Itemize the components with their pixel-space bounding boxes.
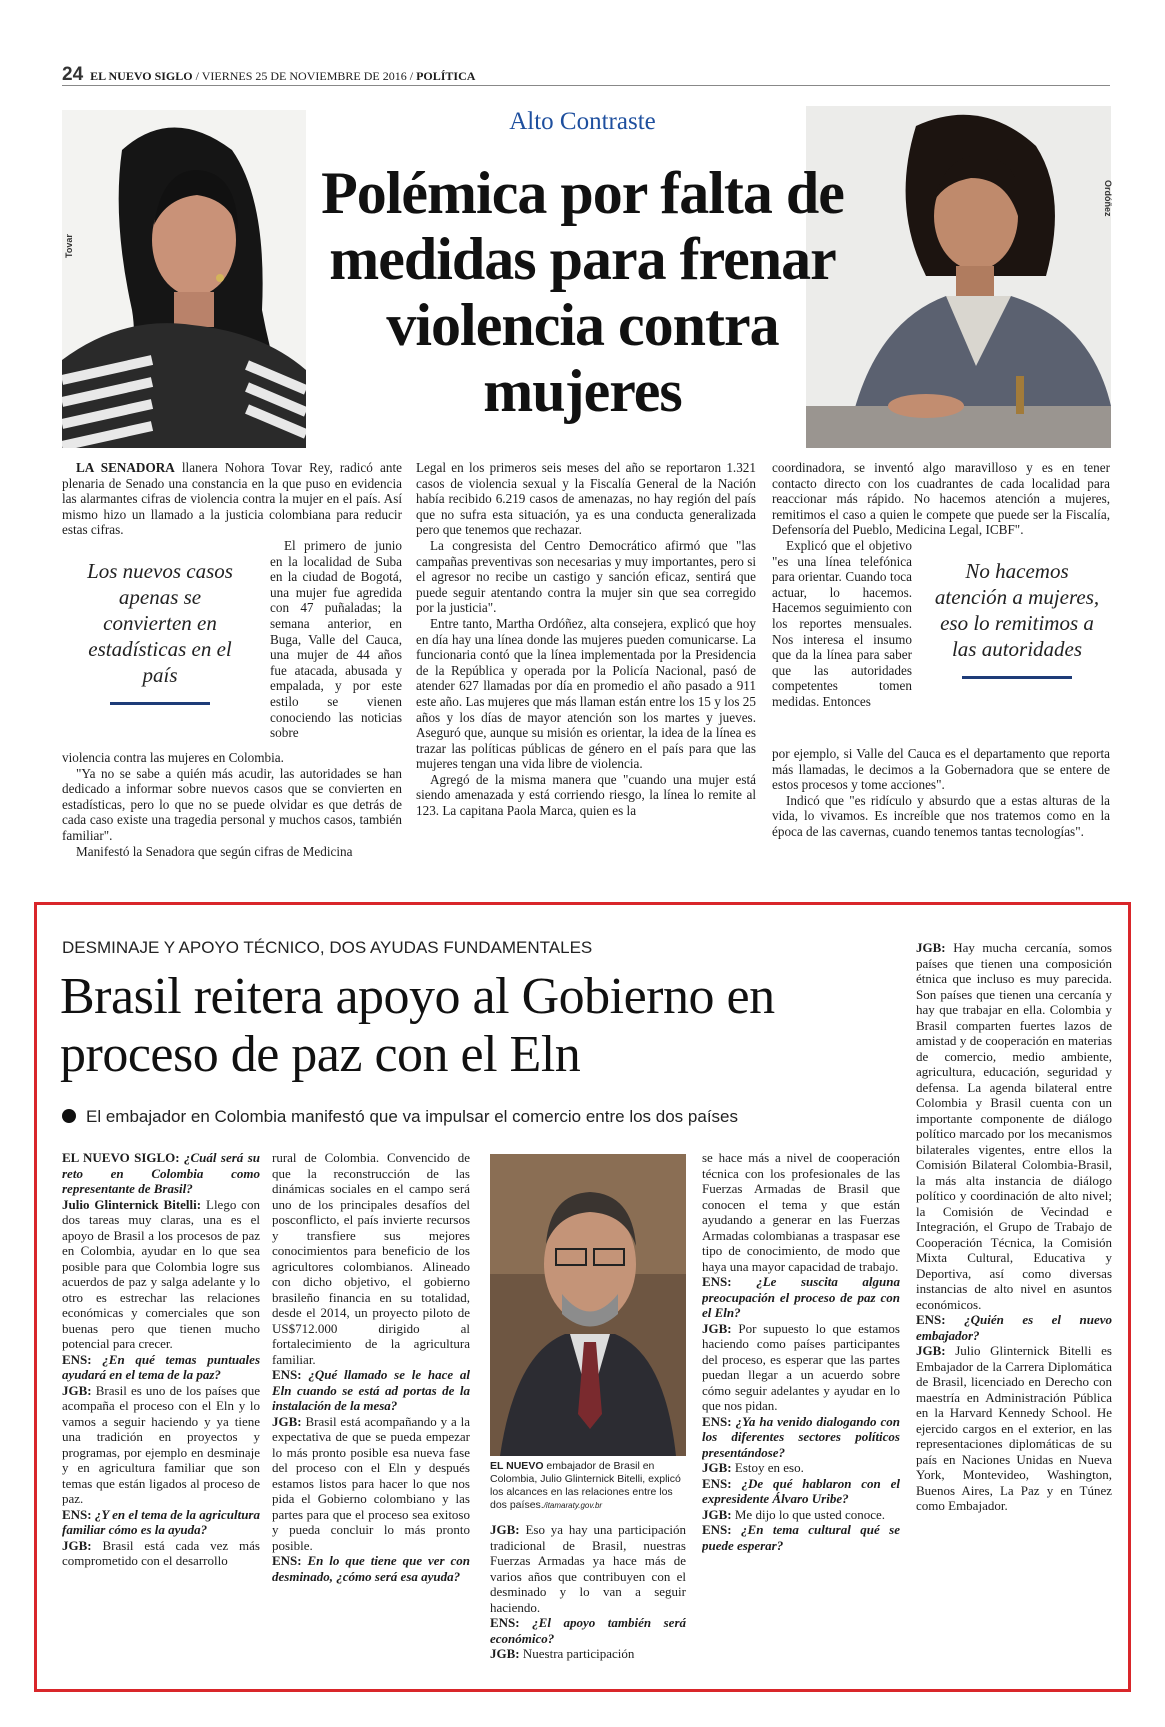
story1-col1-p2a: El primero de junio en la localidad de Suba en la ciudad de Bogotá, una mujer fue agredida con 47 puñaladas; la semana anterior, en Buga, Valle del Cauca, una mujer de 44 años fue atacada, abusada y empalada, y por este estilo se vienen conociendo las noticias sobre	[270, 537, 402, 741]
question-10: ¿En tema cultural qué se puede esperar?	[702, 1522, 900, 1553]
answer-9: Me dijo lo que usted conoce.	[734, 1506, 886, 1522]
caption-lead: EL NUEVO	[490, 1460, 544, 1472]
question-1: ¿Cuál será su reto en Colombia como representante de Brasil?	[62, 1150, 260, 1196]
q-label: ENS:	[702, 1522, 742, 1537]
story1-col1-p3: "Ya no se sabe a quién más acudir, las autoridades se han dedicado a informar sobre nuevos casos que se convierten en estadísticas, pero lo que no se puede olvidar es que detrás de cada caso existe una tragedia personal y muchos casos, también familiar".	[62, 765, 402, 843]
story2-column-2	[272, 1150, 470, 1680]
a-label: JGB:	[490, 1646, 523, 1661]
story2-kicker: DESMINAJE Y APOYO TÉCNICO, DOS AYUDAS FUNDAMENTALES	[62, 938, 593, 957]
photo-tovar-image	[62, 110, 306, 448]
story1-col2-p1: Legal en los primeros seis meses del año se reportaron 1.321 casos de violencia sexual y la Fiscalía General de la Nación había recibido 6.219 casos de amenazas, no hay región del país que no sufra esta situación, ya es una conducta generalizada pero que tenemos que rechazar.	[416, 460, 756, 538]
story1-column-1	[62, 460, 402, 880]
photo-ambassador-bitelli	[490, 1154, 686, 1456]
pull-quote-right: No hacemos atención a mujeres, eso lo remitimos a las autoridades	[934, 558, 1100, 661]
story1-col2-p2: La congresista del Centro Democrático afirmó que "las campañas preventivas son necesarias y muy importantes, pero si el agresor no recibe un castigo y sanción eficaz, sentirá que puede seguir atentando contra la mujer sin que sea corregido por la justicia".	[416, 537, 756, 616]
q-label: ENS:	[272, 1367, 309, 1382]
a-label: JGB:	[490, 1522, 526, 1537]
q-label: ENS:	[702, 1475, 742, 1491]
a-label: Julio Glinternick Bitelli:	[62, 1196, 206, 1212]
story1-col2-p3: Entre tanto, Martha Ordóñez, alta consejera, explicó que hoy en día hay una línea donde las mujeres pueden comunicarse. La funcionaria contó que la línea implementada por la Presidencia de la República y operada por la Policía Nacional, pasó de atender 627 llamadas por día en promedio el año pasado a 911 este año. Las mujeres que más llaman están entre los 15 y los 25 años y los días de mayor atención son los martes y jueves. Aseguró que, aunque su misión es orientar, la idea de la línea es trazar las políticas públicas de género en el país para que las mujeres tengan una vida libre de violencia.	[416, 615, 756, 772]
story1-col3-p2b: por ejemplo, si Valle del Cauca es el departamento que reporta más llamadas, le decimos a la Gobernadora que se entere de estos procesos y tome acciones".	[772, 745, 1110, 793]
bullet-dot-icon	[62, 1109, 76, 1123]
a-label: JGB:	[62, 1537, 103, 1553]
a-label: JGB:	[916, 1343, 956, 1358]
photo-bitelli-image	[490, 1154, 686, 1456]
caption-text: embajador de Brasil en Colombia, Julio Glinternick Bitelli, explicó los alcances en las relaciones entre los dos países.	[490, 1460, 681, 1511]
a-label: JGB:	[702, 1460, 735, 1475]
story1-lead-word: LA SENADORA	[76, 460, 175, 475]
q-label: EL NUEVO SIGLO:	[62, 1150, 185, 1165]
answer-4: Brasil está acompañando y a la expectativa de que se pueda empezar lo más pronto posible esa nueva fase del proceso con el Eln y después estamos listos para hacer lo que nos pida el Gobierno colombiano y las partes para que el proceso sea exitoso y pueda concluir lo más pronto posible.	[272, 1413, 470, 1553]
date-line: / VIERNES 25 DE NOVIEMBRE DE 2016 /	[195, 69, 414, 83]
answer-8: Estoy en eso.	[734, 1460, 804, 1475]
a-label: JGB:	[62, 1382, 96, 1398]
answer-6b: se hace más a nivel de cooperación técnica con los profesionales de las Fuerzas Armadas de Brasil que conocen el tema y que están ayudando a generar en las Fuerzas Armadas colombianas a traspasar ese tipo de conocimiento, de modo que haya una mayor capacidad de trabajo.	[702, 1150, 900, 1274]
story2-headline: Brasil reitera apoyo al Gobierno en proceso de paz con el Eln	[60, 968, 775, 1083]
q-label: ENS:	[702, 1274, 757, 1289]
story1-column-3	[772, 460, 1110, 880]
question-9: ¿De qué hablaron con el expresidente Álvaro Uribe?	[702, 1475, 900, 1506]
story1-col3-p1: coordinadora, se inventó algo maravilloso y es en tener contacto directo con los cuadrantes de cada localidad para reaccionar más rápido. No hacemos atención a mujeres, remitimos el caso a quien le compete que puede ser la Fiscalía, Defensoría del Pueblo, Medicina Legal, ICBF".	[772, 460, 1110, 538]
story1-col1-p4: Manifestó la Senadora que según cifras de Medicina	[76, 843, 353, 859]
answer-7: Por supuesto lo que estamos haciendo como países participantes del proceso, es esperar que las partes puedan llegar a un acuerdo sobre cómo seguir adelantes y ayudar en lo que nos pidan.	[702, 1320, 900, 1413]
question-4: ¿Qué llamado se le hace al Eln cuando se está ad portas de la instalación de la mesa?	[272, 1367, 470, 1413]
section-name: POLÍTICA	[416, 69, 476, 83]
question-11: ¿Quién es el nuevo embajador?	[916, 1312, 1112, 1343]
answer-3b: rural de Colombia. Convencido de que la reconstrucción de las dinámicas sociales en el campo será uno de los principales desafíos del posconflicto, el país invierte recursos y transfiere sus mejores conocimientos para beneficio de los agricultores colombianos. Alineado con dicho objetivo, el gobierno brasileño financia en su totalidad, desde el 2014, un proyecto piloto de US$712.000 dirigido al fortalecimiento de la agricultura familiar.	[272, 1150, 470, 1367]
question-2: ¿En qué temas puntuales ayudará en el tema de la paz?	[62, 1351, 260, 1382]
answer-1: Llego con dos tareas muy claras, una es el apoyo de Brasil a los procesos de paz en Colombia, ayudar en lo que sea posible para que Colombia logre sus acuerdos de paz y salga adelante y lo otro es estrechar las relaciones económicas y comerciales que son buenas pero que tienen mucho potencial para crecer.	[62, 1196, 260, 1351]
q-label: ENS:	[702, 1413, 736, 1429]
story1-col1-p1: llanera Nohora Tovar Rey, radicó ante plenaria de Senado una constancia en la que puso en evidencia las alarmantes cifras de violencia contra la mujer en el país. Así mismo hizo un llamado a la justicia colombiana para reducir estas cifras.	[62, 460, 402, 538]
story2-column-3	[490, 1522, 686, 1682]
story2-deck	[62, 1107, 852, 1127]
answer-6a: Nuestra participación	[522, 1646, 635, 1661]
story1-col2-p4: Agregó de la misma manera que "cuando una mujer está siendo amenazada y está corriendo riesgo, la línea lo remite al 123. La capitana Paola Marca, quien es la	[416, 771, 756, 819]
pull-quote-left: Los nuevos casos apenas se convierten en estadísticas en el país	[87, 558, 233, 687]
question-6: ¿El apoyo también será económico?	[490, 1615, 686, 1646]
a-label: JGB:	[702, 1320, 739, 1336]
story1-headline: Polémica por falta de medidas para frenar violencia contra mujeres	[321, 160, 844, 424]
question-3: ¿Y en el tema de la agricultura familiar cómo es la ayuda?	[62, 1506, 260, 1537]
question-5: En lo que tiene que ver con desminado, ¿cómo será esa ayuda?	[272, 1553, 470, 1584]
story1-col3-p3: Indicó que "es ridículo y absurdo que a estas alturas de la vida, lo vivamos. Es increíble que nos tratemos como en la época de las cavernas, cuando tenemos tantas tecnologías".	[772, 792, 1110, 839]
answer-5: Eso ya hay una participación tradicional de Brasil, nuestras Fuerzas Armadas ya hace más de varios años que contribuyen con el desminado y lo van a seguir haciendo.	[490, 1522, 686, 1615]
q-label: ENS:	[62, 1506, 95, 1522]
photo-credit-tovar: Tovar	[64, 234, 74, 258]
answer-10: Hay mucha cercanía, somos países que tienen una composición étnica que incluso es muy parecida. Son países que tienen una cercanía y hay que trabajar en ella. Colombia y Brasil comparten fuertes lazos de amistad y de cooperación en materias de comercio, medio ambiente, agricultura, educación, seguridad y defensa. La agenda bilateral entre Colombia y Brasil cuenta con un importante componente de diálogo político marcado por los mecanismos bilaterales vigentes, entre ellos la Comisión Bilateral Colombia-Brasil, la más alta instancia de diálogo político y coordinación de alto nivel; la Comisión de Vecindad e Integración, el Grupo de Trabajo de Cooperación Técnica, la Comisión Mixta Cultural, Educativa y Deportiva, así como diversas instancias de alto nivel en asuntos económicos.	[916, 940, 1112, 1312]
caption-credit: /itamaraty.gov.br	[543, 1501, 603, 1510]
q-label: ENS:	[272, 1553, 308, 1568]
a-label: JGB:	[916, 940, 954, 955]
photo-caption	[490, 1460, 686, 1512]
pull-quote-left-box	[62, 550, 258, 746]
q-label: ENS:	[62, 1351, 103, 1367]
page-number: 24	[62, 64, 84, 85]
answer-2: Brasil es uno de los países que acompaña el proceso con el Eln y lo vamos a seguir haciendo y ya tiene una tradición en proyectos y programas, por ejemplo en desminaje y en agricultura familiar que son temas que están ligados al proceso de paz.	[62, 1382, 260, 1506]
story1-kicker: Alto Contraste	[509, 108, 656, 135]
pull-quote-right-box	[924, 546, 1110, 742]
a-label: JGB:	[702, 1506, 735, 1522]
answer-3a: Brasil está cada vez más comprometido con el desarrollo	[62, 1537, 260, 1568]
story2-deck-text: El embajador en Colombia manifestó que va impulsar el comercio entre los dos países	[86, 1107, 738, 1126]
publication-name: EL NUEVO SIGLO	[90, 69, 193, 83]
a-label: JGB:	[272, 1413, 306, 1429]
pull-quote-left-rule	[110, 702, 210, 705]
q-label: ENS:	[916, 1312, 965, 1327]
story1-col1-p2b: violencia contra las mujeres en Colombia.	[62, 749, 284, 765]
pull-quote-right-rule	[962, 676, 1072, 679]
answer-11: Julio Glinternick Bitelli es Embajador de la Carrera Diplomática de Brasil, licenciado en Derecho con maestría en Administración Pública en la Harvard Kennedy School. He ejercido cargos en el exterior, en las representaciones diplomáticas de su país en Naciones Unidas en Nueva York, Montevideo, Washington, Buenos Aires, La Paz y en Túnez como Embajador.	[916, 1343, 1112, 1513]
q-label: ENS:	[490, 1615, 533, 1630]
question-8: ¿Ya ha venido dialogando con los diferentes sectores políticos presentándose?	[702, 1413, 900, 1460]
photo-credit-ordonez: Ordóñez	[1103, 180, 1113, 217]
story2-column-5	[916, 940, 1112, 1680]
question-7: ¿Le suscita alguna preocupación el proceso de paz con el Eln?	[702, 1274, 900, 1320]
story1-column-2	[416, 460, 756, 880]
story2-column-1	[62, 1150, 260, 1680]
photo-senator-tovar	[62, 110, 306, 448]
running-head	[62, 64, 1110, 86]
story1-col3-p2a: Explicó que el objetivo "es una línea telefónica para orientar. Cuando toca actuar, lo hacemos. Hacemos seguimiento con los reportes mensuales. Nos interesa el insumo que da la línea para saber que las autoridades competentes tomen medidas. Entonces	[772, 537, 912, 709]
story2-column-4	[702, 1150, 900, 1680]
